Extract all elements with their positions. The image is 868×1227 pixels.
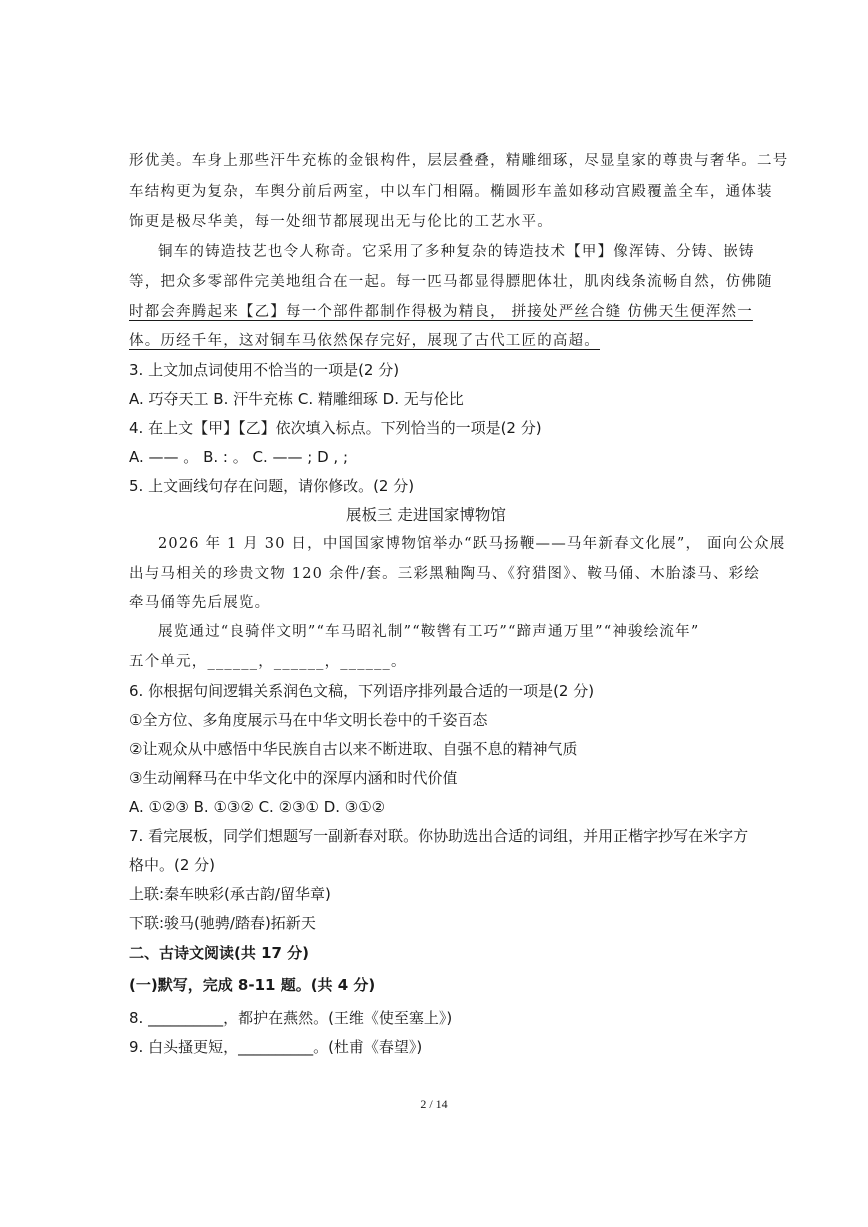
passage2-line2: 出与马相关的珍贵文物 120 余件/套。三彩黑釉陶马、《狩猎图》、鞍马俑、木胎漆马、彩绘 xyxy=(129,566,761,582)
q7-stem-line2: 格中。(2 分) xyxy=(129,856,216,874)
q9-text: 9. 白头搔更短，__________。(杜甫《春望》) xyxy=(129,1038,423,1056)
passage1-line4: 铜车的铸造技艺也令人称奇。它采用了多种复杂的铸造技术【甲】像浑铸、分铸、嵌铸 xyxy=(158,244,755,260)
passage1-line6-underlined: 时都会奔腾起来【乙】每一个部件都制作得极为精良， 拼接处严丝合缝 仿佛天生便浑然一 xyxy=(129,304,753,320)
passage2-line4: 展览通过“良骑伴文明”“车马昭礼制”“鞍辔有工巧”“蹄声通万里”“神骏绘流年” xyxy=(158,624,700,640)
passage2-line3: 牵马俑等先后展览。 xyxy=(129,595,271,611)
passage1-line2: 车结构更为复杂，车舆分前后两室，中以车门相隔。椭圆形车盖如移动宫殿覆盖全车，通体装 xyxy=(129,184,773,200)
q6-item2: ②让观众从中感悟中华民族自古以来不断进取、自强不息的精神气质 xyxy=(129,740,578,758)
q3-options: A. 巧夺天工 B. 汗牛充栋 C. 精雕细琢 D. 无与伦比 xyxy=(129,390,464,408)
q6-item1: ①全方位、多角度展示马在中华文明长卷中的千姿百态 xyxy=(129,711,488,729)
page-number: 2 / 14 xyxy=(420,1097,448,1111)
q7-stem-line1: 7. 看完展板，同学们想题写一副新春对联。你协助选出合适的词组，并用正楷字抄写在米字方 xyxy=(129,827,749,845)
q7-couplet-lower: 下联:骏马(驰骋/踏春)拓新天 xyxy=(129,914,316,932)
passage1-line7-underlined: 体。历经千年，这对铜车马依然保存完好，展现了古代工匠的高超。 xyxy=(129,333,600,349)
passage1-line1: 形优美。车身上那些汗牛充栋的金银构件，层层叠叠，精雕细琢，尽显皇家的尊贵与奢华。二号 xyxy=(129,153,789,169)
q6-stem: 6. 你根据句间逻辑关系润色文稿，下列语序排列最合适的一项是(2 分) xyxy=(129,682,595,700)
passage2-line1: 2026 年 1 月 30 日，中国国家博物馆举办“跃马扬鞭——马年新春文化展”， 面向公众展 xyxy=(158,536,786,552)
board3-title: 展板三 走进国家博物馆 xyxy=(346,506,506,524)
q3-stem: 3. 上文加点词使用不恰当的一项是(2 分) xyxy=(129,361,400,379)
passage1-line5: 等，把众多零部件完美地组合在一起。每一匹马都显得膘肥体壮，肌肉线条流畅自然，仿佛随 xyxy=(129,274,773,290)
q4-options: A. —— 。 B. : 。 C. —— ; D , ; xyxy=(129,448,348,466)
passage2-line5: 五个单元，______，______，______。 xyxy=(129,654,407,670)
q7-couplet-upper: 上联:秦车映彩(承古韵/留华章) xyxy=(129,885,331,903)
q4-stem: 4. 在上文【甲】【乙】依次填入标点。下列恰当的一项是(2 分) xyxy=(129,419,542,437)
q8-text: 8. __________，都护在燕然。(王维《使至塞上》) xyxy=(129,1009,453,1027)
section2-sub1: (一)默写，完成 8-11 题。(共 4 分) xyxy=(129,976,376,994)
passage1-line3: 饰更是极尽华美，每一处细节都展现出无与伦比的工艺水平。 xyxy=(129,214,553,230)
q5-stem: 5. 上文画线句存在问题，请你修改。(2 分) xyxy=(129,477,415,495)
q6-item3: ③生动阐释马在中华文化中的深厚内涵和时代价值 xyxy=(129,769,458,787)
q6-options: A. ①②③ B. ①③② C. ②③① D. ③①② xyxy=(129,798,386,816)
section2-title: 二、古诗文阅读(共 17 分) xyxy=(129,944,310,962)
